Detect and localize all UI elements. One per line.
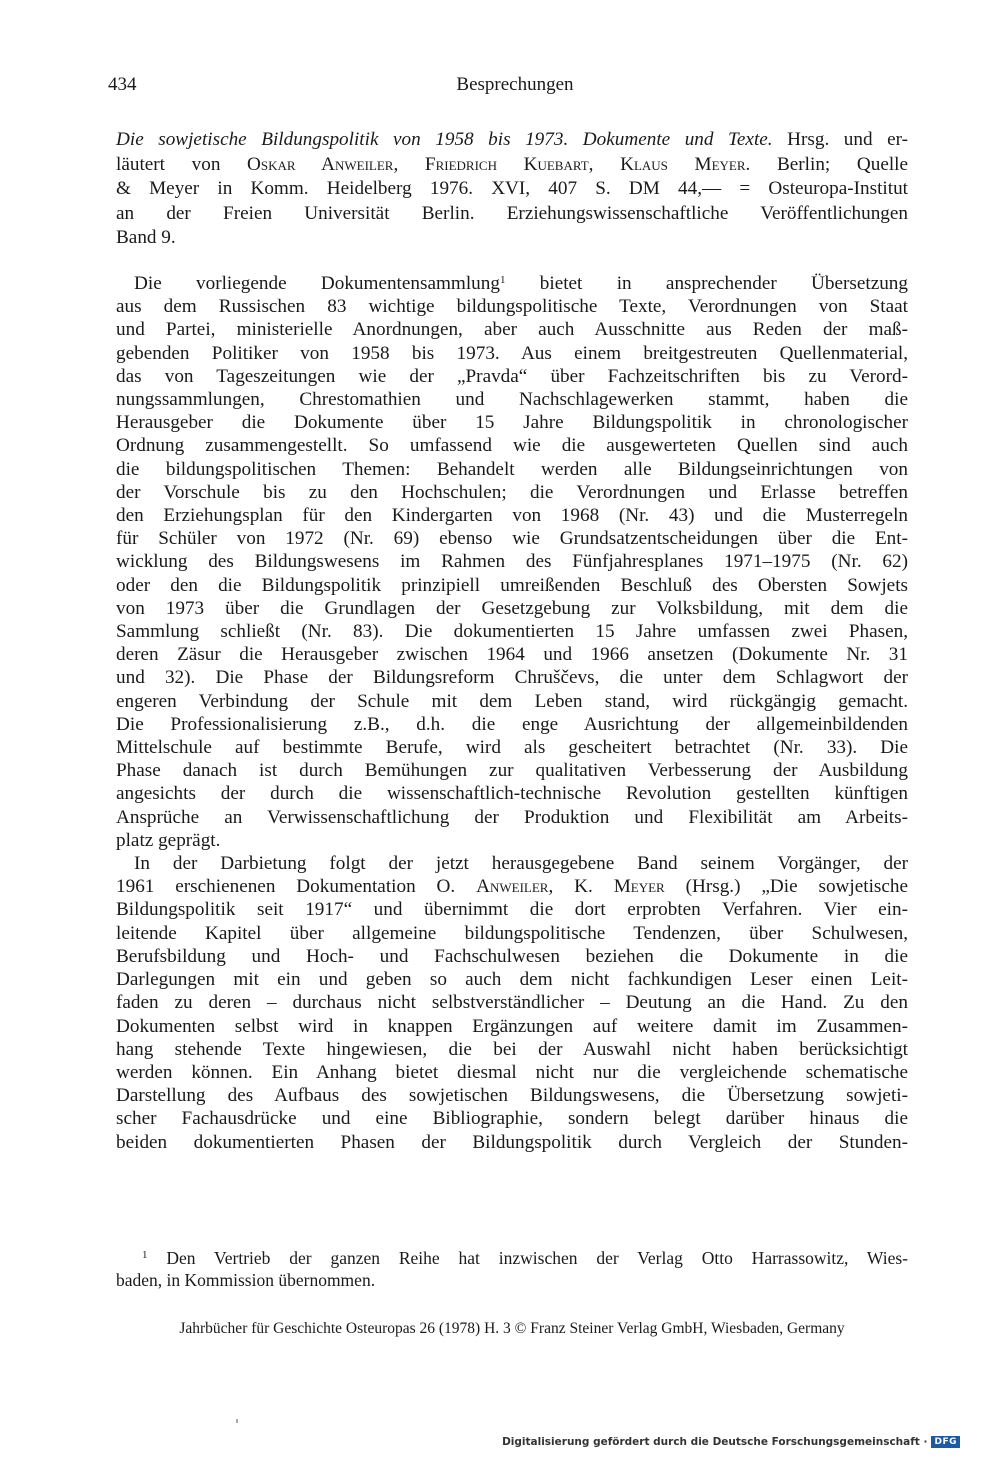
entry-line: Band 9. (116, 227, 176, 248)
body-line: und 32). Die Phase der Bildungsreform Chruščevs, die unter dem Schlagwort der (116, 667, 908, 689)
body-line: nungssammlungen, Chrestomathien und Nachschlagewerken stammt, haben die (116, 389, 908, 411)
editor-name: Oskar Anweiler, (247, 153, 399, 175)
body-line: Darstellung des Aufbaus des sowjetischen Bildungswesens, die Übersetzung sowjeti- (116, 1085, 908, 1107)
entry-line: an der Freien Universität Berlin. Erziehungswissenschaftliche Veröffentlichungen (116, 202, 908, 224)
body-line: engeren Verbindung der Schule mit dem Leben stand, wird rückgängig gemacht. (116, 690, 908, 712)
body-line: werden können. Ein Anhang bietet diesmal nicht nur die vergleichende schematische (116, 1061, 908, 1083)
entry-line: läutert von Oskar Anweiler, Friedrich Kuebart, Klaus Meyer. Berlin; Quelle (116, 153, 909, 175)
body-line: der Vorschule bis zu den Hochschulen; die Verordnungen und Erlasse betreffen (116, 481, 908, 503)
journal-imprint: Jahrbücher für Geschichte Osteuropas 26 (1978) H. 3 © Franz Steiner Verlag GmbH, Wiesbaden, Germany (179, 1320, 845, 1337)
body-line: Die Professionalisierung z.B., d.h. die enge Ausrichtung der allgemeinbildenden (116, 713, 908, 735)
body-line: Herausgeber die Dokumente über 15 Jahre Bildungspolitik in chronologischer (116, 412, 908, 434)
body-line: Dokumenten selbst wird in knappen Ergänzungen auf weitere damit im Zusammen- (116, 1015, 908, 1037)
body-line: Ansprüche an Verwissenschaftlichung der Produktion und Flexibilität am Arbeits- (116, 806, 908, 828)
body-line: Die vorliegende Dokumentensammlung$^1$ bietet in ansprechender Übersetzung (134, 273, 908, 294)
body-line: die bildungspolitischen Themen: Behandelt werden alle Bildungseinrichtungen von (116, 458, 908, 480)
body-line: platz geprägt. (116, 829, 221, 851)
body-line: für Schüler von 1972 (Nr. 69) ebenso wie Grundsatzentscheidungen über die Ent- (116, 528, 908, 550)
body-line: Ordnung zusammengestellt. So umfassend wie die ausgewerteten Quellen sind auch (116, 435, 908, 457)
body-line: faden zu deren – durchaus nicht selbstverständlicher – Deutung an die Hand. Zu den (116, 992, 908, 1014)
body-line: Mittelschule auf bestimmte Berufe, wird als gescheitert betrachtet (Nr. 33). Die (116, 737, 908, 759)
body-line: Darlegungen mit ein und geben so auch dem nicht fachkundigen Leser einen Leit- (116, 969, 908, 991)
author-name: Anweiler, (476, 876, 554, 898)
entry-line: Die sowjetische Bildungspolitik von 1958 bis 1973. Dokumente und Texte. Hrsg. und er- (116, 129, 909, 150)
body-line: leitende Kapitel über allgemeine bildungspolitische Tendenzen, über Schulwesen, (116, 922, 908, 944)
body-line: den Erziehungsplan für den Kindergarten von 1968 (Nr. 43) und die Musterregeln (116, 505, 908, 527)
body-line: wicklung des Bildungswesens im Rahmen des Fünfjahresplanes 1971–1975 (Nr. 62) (116, 551, 908, 573)
footnote-reference: 1 (499, 274, 506, 286)
author-name: Meyer (613, 876, 665, 898)
body-line: hang stehende Texte hingewiesen, die bei der Auswahl nicht haben berücksichtigt (116, 1038, 908, 1060)
editor-name: Klaus Meyer. (620, 153, 751, 175)
entry-line: & Meyer in Komm. Heidelberg 1976. XVI, 407 S. DM 44,— = Osteuropa-Institut (116, 178, 908, 199)
body-line: und Partei, ministerielle Anordnungen, aber auch Ausschnitte aus Reden der maß- (116, 319, 908, 341)
review-body (116, 272, 908, 1154)
body-line: Phase danach ist durch Bemühungen zur qualitativen Verbesserung der Ausbildung (116, 760, 908, 782)
body-line: Berufsbildung und Hoch- und Fachschulwesen beziehen die Dokumente in die (116, 945, 908, 967)
footnote-line: $^1$ Den Vertrieb der ganzen Reihe hat inzwischen der Verlag Otto Harrassowitz, Wies- (142, 1248, 909, 1268)
running-head: Besprechungen (456, 74, 574, 95)
body-line: oder den die Bildungspolitik prinzipiell umreißenden Beschluß des Obersten Sowjets (116, 574, 908, 596)
footnote-marker: 1 (142, 1249, 148, 1261)
body-line: gebenden Politiker von 1958 bis 1973. Aus einem breitgestreuten Quellenmaterial, (116, 342, 908, 364)
body-line: angesichts der durch die wissenschaftlich-technische Revolution gestellten künftigen (116, 783, 908, 805)
bibliographic-entry (116, 128, 908, 251)
body-line: deren Zäsur die Herausgeber zwischen 1964 und 1966 ansetzen (Dokumente Nr. 31 (116, 644, 908, 666)
body-line: In der Darbietung folgt der jetzt herausgegebene Band seinem Vorgänger, der (134, 853, 908, 875)
body-line: scher Fachausdrücke und eine Bibliographie, sondern belegt darüber hinaus die (116, 1108, 908, 1130)
body-line: beiden dokumentierten Phasen der Bildungspolitik durch Vergleich der Stunden- (116, 1131, 908, 1153)
body-line: 1961 erschienenen Dokumentation O. Anweiler, K. Meyer (Hrsg.) „Die sowjetische (116, 876, 908, 898)
page-number: 434 (108, 74, 137, 95)
dfg-logo-icon: DFG (931, 1436, 960, 1448)
body-line: das von Tageszeitungen wie der „Pravda“ über Fachzeitschriften bis zu Verord- (116, 365, 908, 387)
credit-text: Digitalisierung gefördert durch die Deutsche Forschungsgemeinschaft · (502, 1436, 928, 1448)
footnote-line: baden, in Kommission übernommen. (116, 1270, 376, 1290)
editor-name: Friedrich Kuebart, (424, 153, 594, 175)
body-line: Bildungspolitik seit 1917“ und übernimmt die dort erprobten Verfahren. Vier ein- (116, 899, 908, 921)
digitization-credit (502, 1436, 960, 1448)
scan-mark (236, 1419, 238, 1423)
body-line: von 1973 über die Grundlagen der Gesetzgebung zur Volksbildung, mit dem die (116, 597, 908, 619)
book-title: Die sowjetische Bildungspolitik von 1958 bis 1973. Dokumente und Texte. (116, 129, 773, 150)
body-line: aus dem Russischen 83 wichtige bildungspolitische Texte, Verordnungen von Staat (116, 296, 908, 318)
footnote (116, 1247, 908, 1291)
body-line: Sammlung schließt (Nr. 83). Die dokumentierten 15 Jahre umfassen zwei Phasen, (116, 621, 908, 643)
